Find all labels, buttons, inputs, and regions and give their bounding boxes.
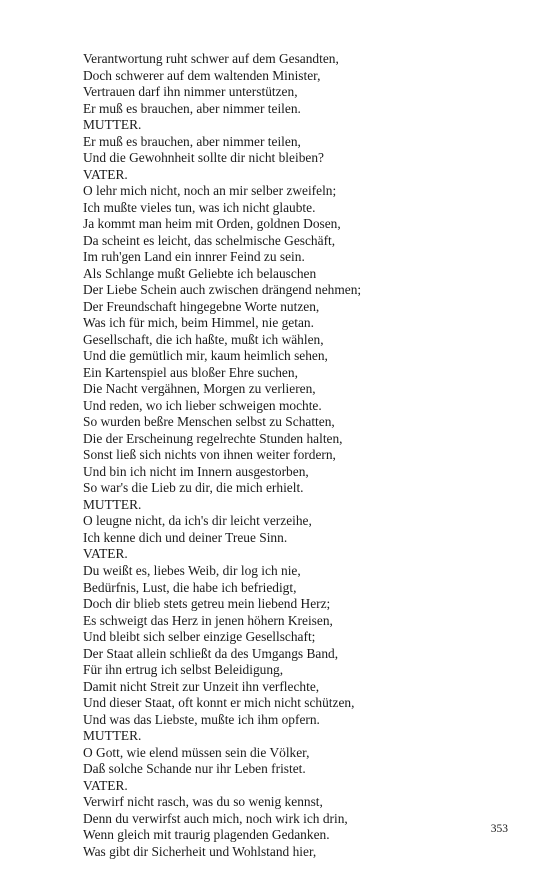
verse-line: Wenn gleich mit traurig plagenden Gedanken. [83,827,330,843]
speaker-label: MUTTER. [83,117,142,133]
verse-line: Und die Gewohnheit sollte dir nicht bleiben? [83,150,324,166]
verse-line: Damit nicht Streit zur Unzeit ihn verflechte, [83,678,320,694]
verse-line: Ein Kartenspiel aus bloßer Ehre suchen, [83,364,298,380]
verse-line: Für ihn ertrug ich selbst Beleidigung, [83,662,284,678]
verse-line: Der Freundschaft hingegebne Worte nutzen, [83,298,320,314]
verse-line: Sonst ließ sich nichts von ihnen weiter fordern, [83,447,336,463]
verse-line: Bedürfnis, Lust, die habe ich befriedigt, [83,579,297,595]
page-number: 353 [490,823,508,835]
verse-text-block [83,51,523,860]
verse-line: O Gott, wie elend müssen sein die Völker, [83,744,310,760]
speaker-label: MUTTER. [83,496,142,512]
verse-line: So wurden beßre Menschen selbst zu Schatten, [83,414,335,430]
verse-line: Der Liebe Schein auch zwischen drängend nehmen; [83,282,362,298]
speaker-label: VATER. [83,777,128,793]
verse-line: Du weißt es, liebes Weib, dir log ich nie, [83,562,301,578]
verse-line: Er muß es brauchen, aber nimmer teilen, [83,133,301,149]
verse-line: Verantwortung ruht schwer auf dem Gesandten, [83,51,339,66]
verse-line: Und bleibt sich selber einzige Gesellschaft; [83,629,316,645]
verse-line: Und was das Liebste, mußte ich ihm opfern. [83,711,320,727]
verse-line: Was gibt dir Sicherheit und Wohlstand hier, [83,843,317,859]
verse-line: Der Staat allein schließt da des Umgangs Band, [83,645,339,661]
verse-line: Doch dir blieb stets getreu mein liebend Herz; [83,596,331,612]
verse-line: O leugne nicht, da ich's dir leicht verzeihe, [83,513,312,529]
verse-line: Die Nacht vergähnen, Morgen zu verlieren, [83,381,316,397]
verse-line: Im ruh'gen Land ein innrer Feind zu sein. [83,249,305,265]
verse-line: Denn du verwirfst auch mich, noch wirk ich drin, [83,810,348,826]
verse-line: Vertrauen darf ihn nimmer unterstützen, [83,84,298,100]
verse-line: Die der Erscheinung regelrechte Stunden halten, [83,430,343,446]
verse-line: Und dieser Staat, oft konnt er mich nicht schützen, [83,695,355,711]
verse-line: O lehr mich nicht, noch an mir selber zweifeln; [83,183,337,199]
verse-line: Als Schlange mußt Geliebte ich belauschen [83,265,317,281]
verse-line: Verwirf nicht rasch, was du so wenig kennst, [83,794,323,810]
verse-line: Und reden, wo ich lieber schweigen mochte. [83,397,322,413]
verse-line: Da scheint es leicht, das schelmische Geschäft, [83,232,336,248]
speaker-label: MUTTER. [83,728,142,744]
verse-line: So war's die Lieb zu dir, die mich erhielt. [83,480,304,496]
verse-line: Und die gemütlich mir, kaum heimlich sehen, [83,348,328,364]
speaker-label: VATER. [83,546,128,562]
verse-line: Er muß es brauchen, aber nimmer teilen. [83,100,301,116]
verse-line: Und bin ich nicht im Innern ausgestorben, [83,463,309,479]
verse-line: Was ich für mich, beim Himmel, nie getan. [83,315,314,331]
verse-line: Gesellschaft, die ich haßte, mußt ich wählen, [83,331,324,347]
speaker-label: VATER. [83,166,128,182]
verse-line: Ja kommt man heim mit Orden, goldnen Dosen, [83,216,341,232]
verse-line: Ich kenne dich und deiner Treue Sinn. [83,529,288,545]
verse-line: Es schweigt das Herz in jenen höhern Kreisen, [83,612,333,628]
verse-line: Doch schwerer auf dem waltenden Minister, [83,67,321,83]
verse-line: Daß solche Schande nur ihr Leben fristet. [83,761,306,777]
verse-line: Ich mußte vieles tun, was ich nicht glaubte. [83,199,316,215]
